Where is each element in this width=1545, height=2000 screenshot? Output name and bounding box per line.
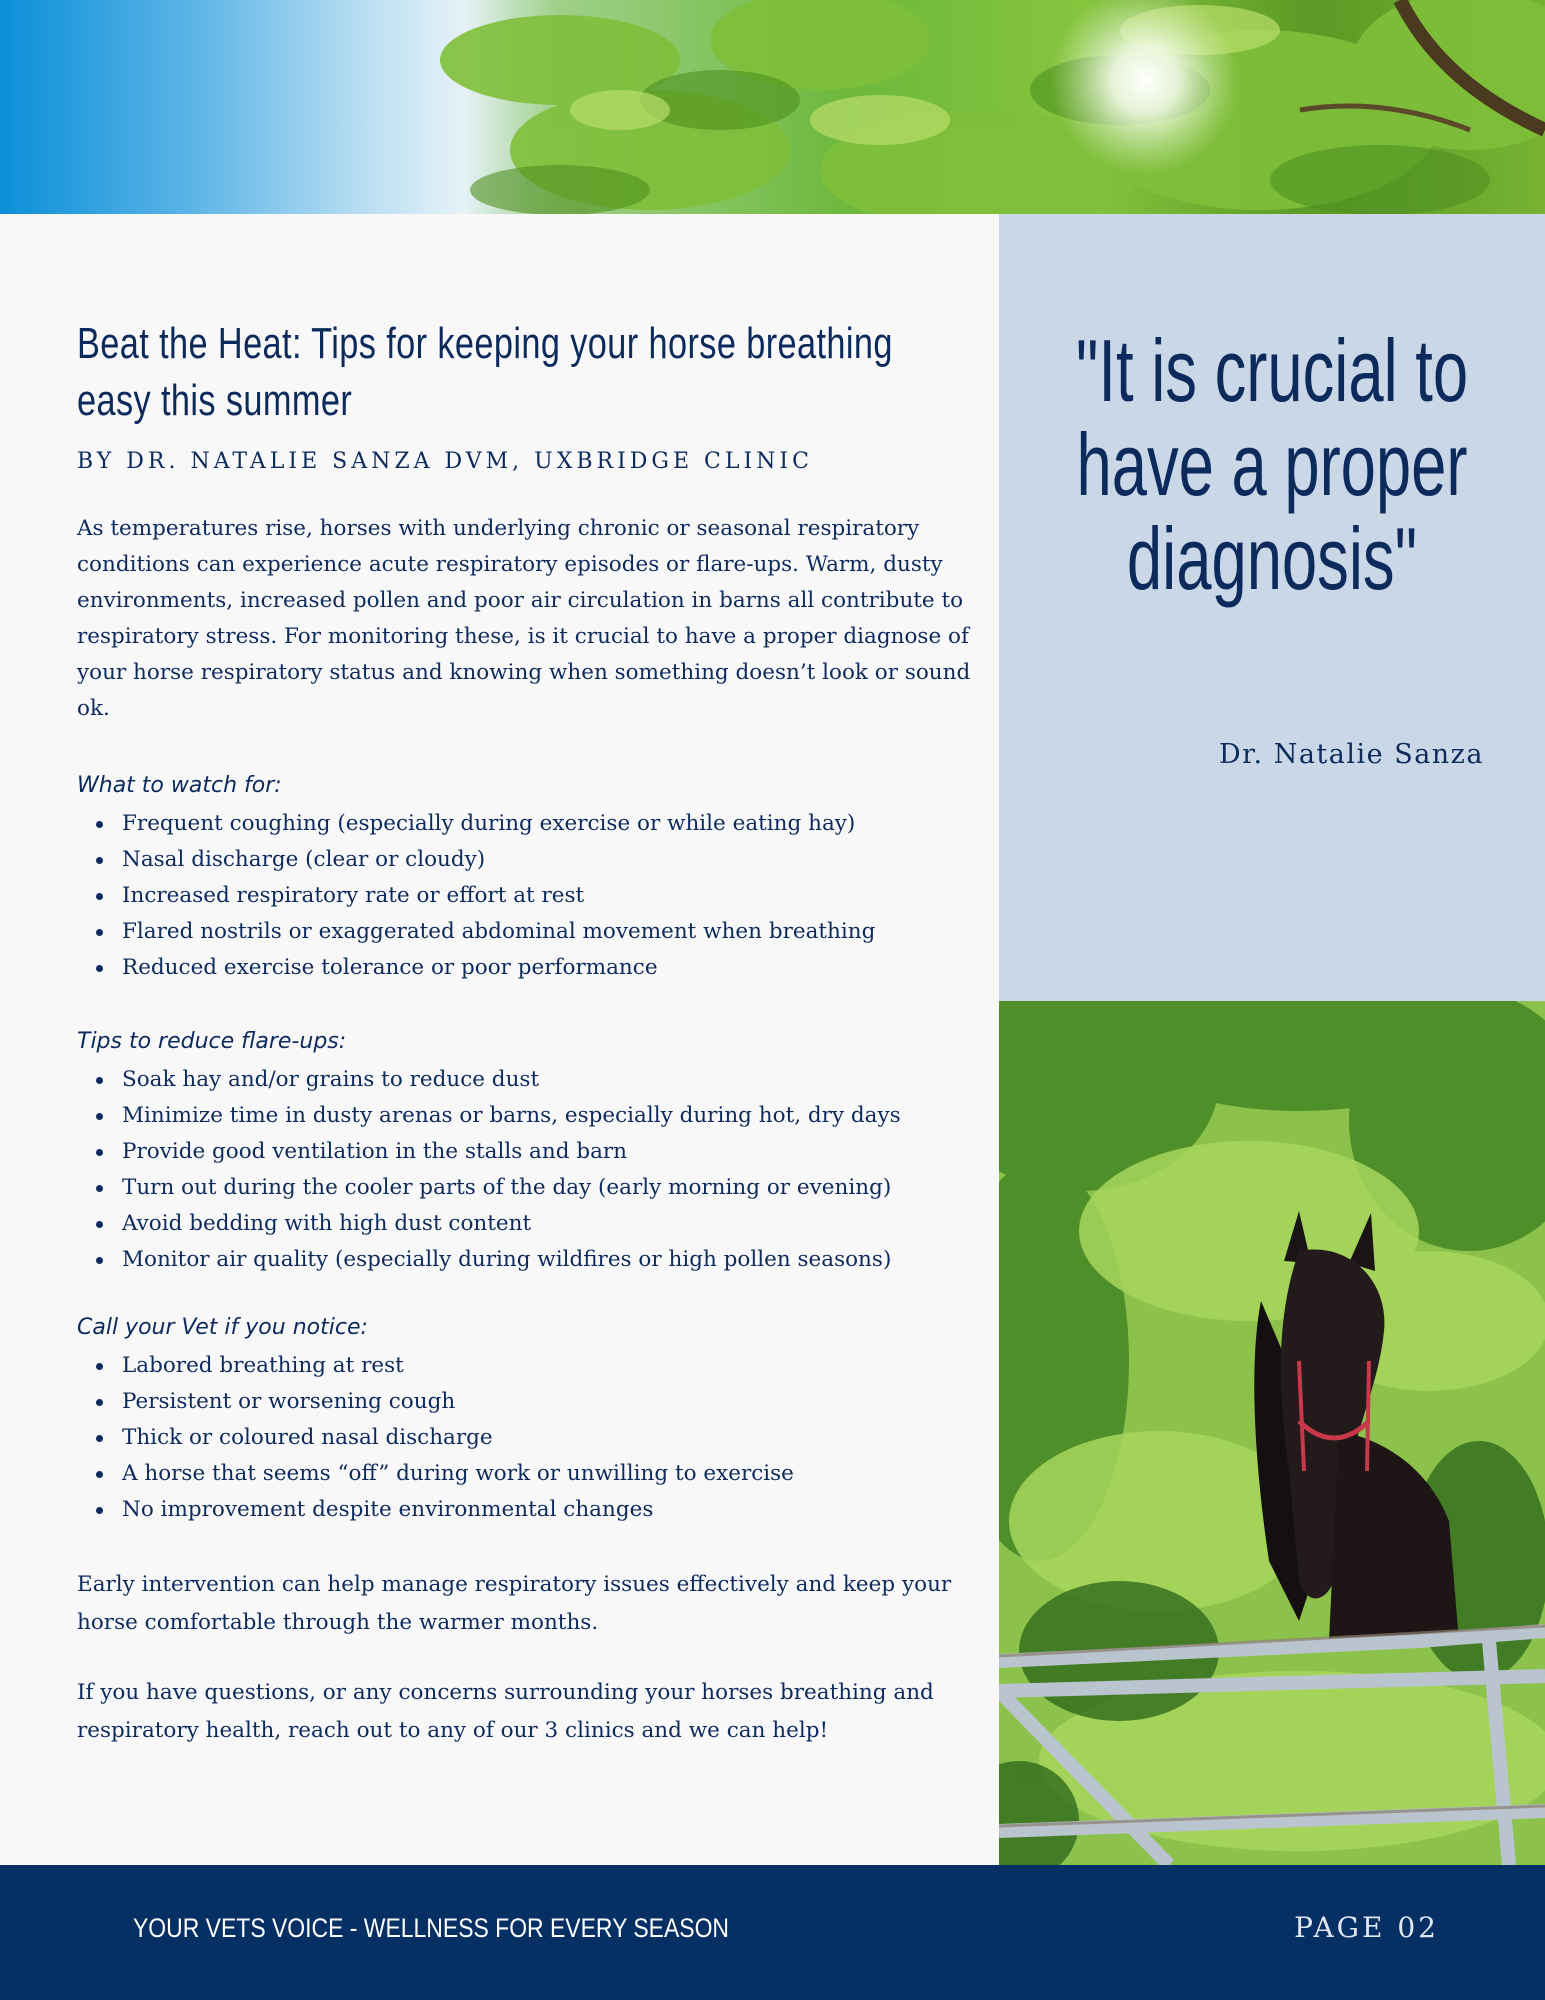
- list-item: Persistent or worsening cough: [77, 1384, 977, 1420]
- section-heading: Tips to reduce flare-ups:: [77, 1029, 347, 1054]
- section-heading: What to watch for:: [77, 773, 282, 798]
- newsletter-title: YOUR VETS VOICE - WELLNESS FOR EVERY SEASON: [133, 1913, 730, 1943]
- pull-quote-panel: [999, 214, 1545, 1001]
- tips-list: [77, 1062, 977, 1278]
- article: [77, 315, 971, 1743]
- list-item: Minimize time in dusty arenas or barns, especially during hot, dry days: [77, 1098, 977, 1134]
- watch-for-list: [77, 806, 977, 986]
- page-number: PAGE 02: [1294, 1911, 1439, 1944]
- watch-for-section: [77, 773, 977, 986]
- header-tree-canopy-photo: [0, 0, 1545, 214]
- list-item: Thick or coloured nasal discharge: [77, 1420, 977, 1456]
- contact-paragraph: If you have questions, or any concerns surrounding your horses breathing and respiratory health, reach out to any of our 3 clinics and we can help!: [77, 1680, 934, 1743]
- list-item: Avoid bedding with high dust content: [77, 1206, 977, 1242]
- horse-photo: [999, 1001, 1545, 1865]
- list-item: No improvement despite environmental changes: [77, 1492, 977, 1528]
- closing-paragraph: Early intervention can help manage respiratory issues effectively and keep your horse comfortable through the warmer months.: [77, 1572, 952, 1635]
- list-item: Increased respiratory rate or effort at rest: [77, 878, 977, 914]
- list-item: A horse that seems “off” during work or unwilling to exercise: [77, 1456, 977, 1492]
- call-vet-section: [77, 1315, 977, 1528]
- article-intro: As temperatures rise, horses with underlying chronic or seasonal respiratory conditions can experience acute respiratory episodes or flare-ups. Warm, dusty environments, increased pollen and poor air circulation in barns all contribute to respiratory stress. For monitoring these, is it crucial to have a proper diagnose of your horse respiratory status and knowing when something doesn’t look or sound ok.: [77, 516, 971, 721]
- list-item: Labored breathing at rest: [77, 1348, 977, 1384]
- pull-quote: [999, 321, 1545, 608]
- list-item: Nasal discharge (clear or cloudy): [77, 842, 977, 878]
- section-heading: Call your Vet if you notice:: [77, 1315, 368, 1340]
- list-item: Monitor air quality (especially during wildfires or high pollen seasons): [77, 1242, 977, 1278]
- tips-section: [77, 1029, 977, 1278]
- article-byline: BY DR. NATALIE SANZA DVM, UXBRIDGE CLINIC: [77, 449, 813, 474]
- list-item: Soak hay and/or grains to reduce dust: [77, 1062, 977, 1098]
- list-item: Reduced exercise tolerance or poor performance: [77, 950, 977, 986]
- list-item: Turn out during the cooler parts of the day (early morning or evening): [77, 1170, 977, 1206]
- list-item: Flared nostrils or exaggerated abdominal movement when breathing: [77, 914, 977, 950]
- list-item: Frequent coughing (especially during exercise or while eating hay): [77, 806, 977, 842]
- list-item: Provide good ventilation in the stalls and barn: [77, 1134, 977, 1170]
- call-vet-list: [77, 1348, 977, 1528]
- footer-bar: [0, 1865, 1545, 2000]
- pull-quote-text: "It is crucial to have a proper diagnosis": [1075, 321, 1469, 608]
- article-headline: Beat the Heat: Tips for keeping your horse breathing easy this summer: [77, 319, 893, 425]
- quote-author: Dr. Natalie Sanza: [1218, 739, 1484, 770]
